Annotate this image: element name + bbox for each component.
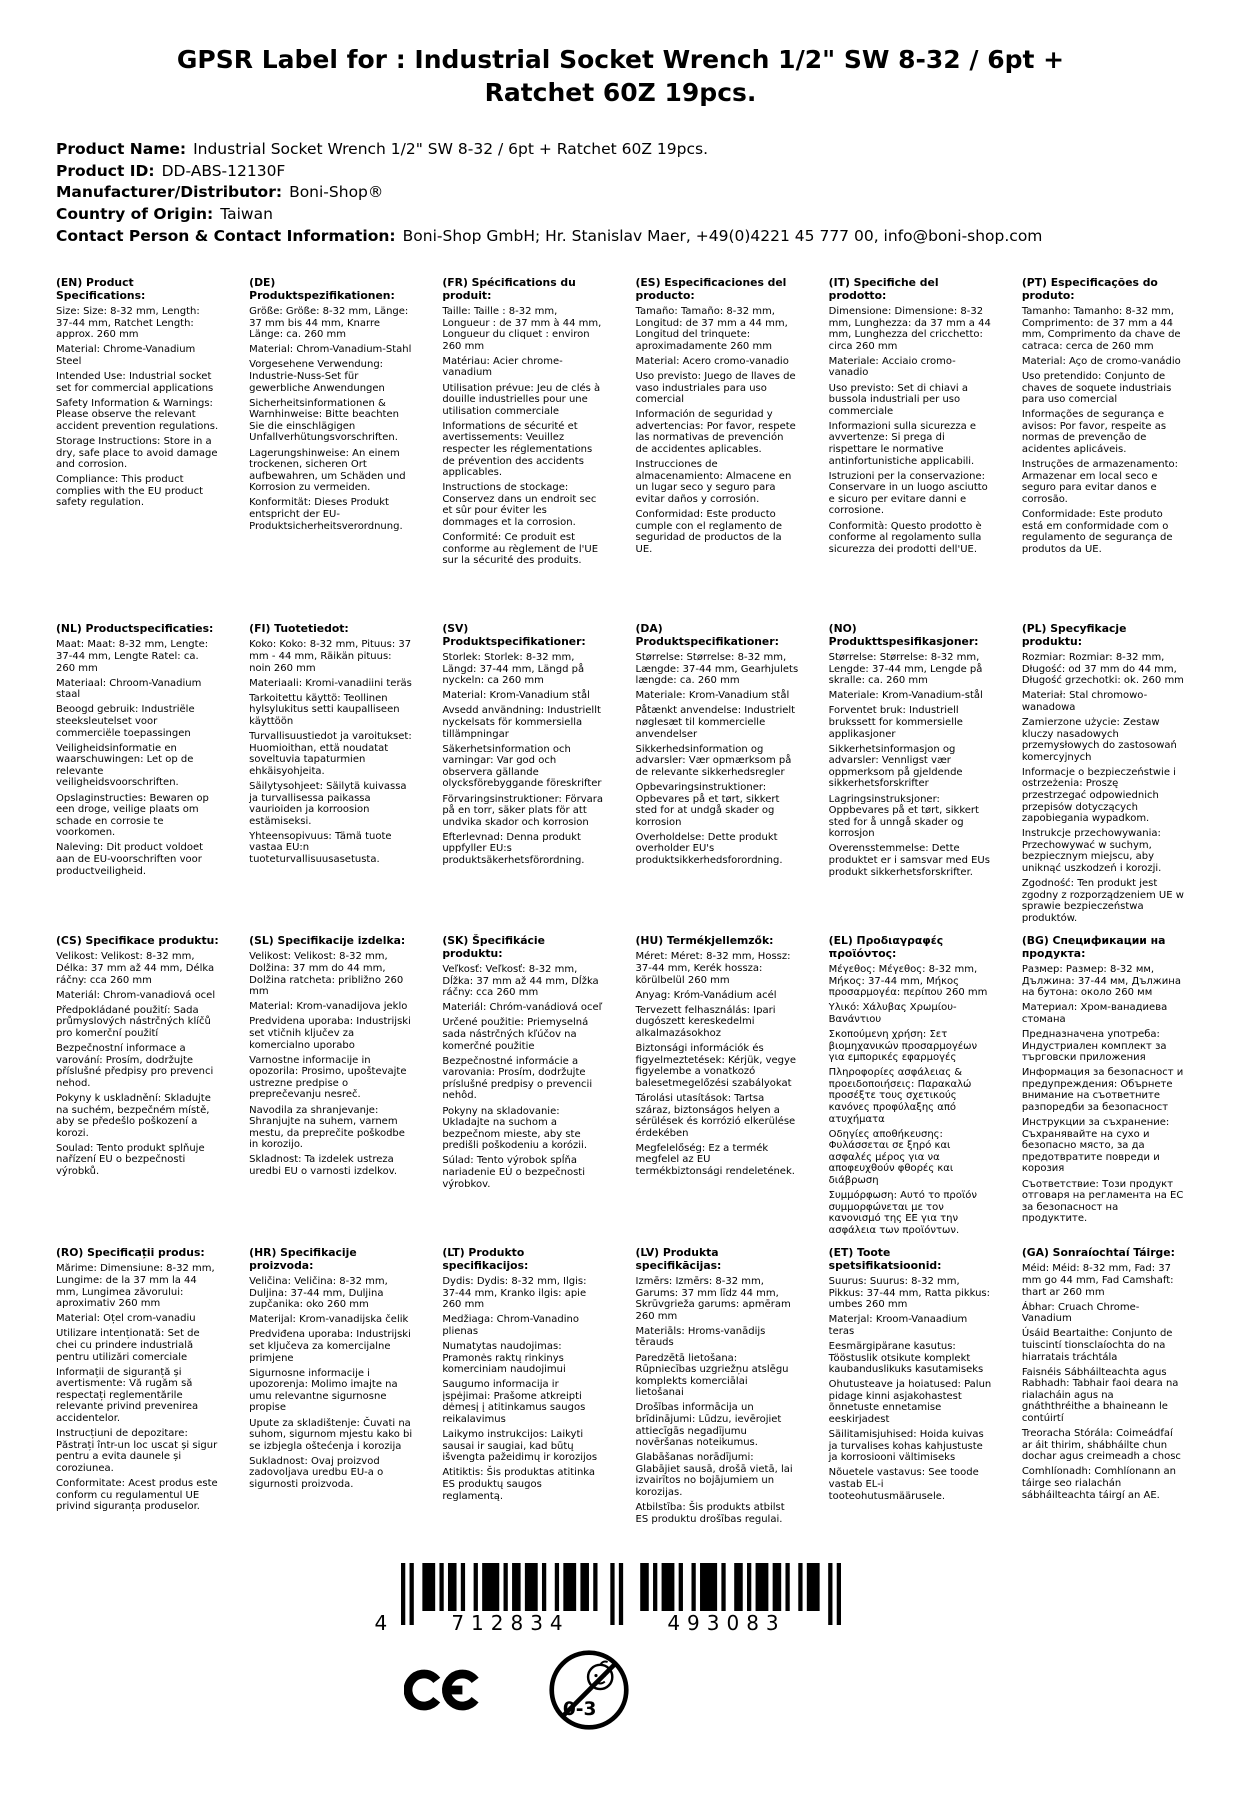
spec-paragraph: Koko: Koko: 8-32 mm, Pituus: 37 mm - 44 mm, Räikän pituus: noin 260 mm (249, 639, 412, 674)
spec-paragraph: Avsedd användning: Industriellt nyckelsats för kommersiella tillämpningar (442, 705, 601, 740)
spec-paragraph: Určené použitie: Priemyselná sada nástrčných kľúčov na komerčné použitie (442, 1017, 589, 1052)
spec-paragraph: Laikymo instrukcijos: Laikyti sausai ir saugiai, kad būtų išvengta pažeidimų ir korozijos (442, 1429, 598, 1464)
country-of-origin-value: Taiwan (220, 205, 273, 224)
ce-mark-icon (404, 1660, 484, 1720)
spec-header: (SK) Špecifikácie produktu: (442, 934, 545, 960)
spec-paragraph: Ábhar: Cruach Chrome-Vanadium (1021, 1301, 1140, 1325)
spec-paragraph: Størrelse: Størrelse: 8-32 mm, Lengde: 37-44 mm, Lengde på skralle: ca. 260 mm (828, 651, 983, 687)
spec-paragraph: Sicherheitsinformationen & Warnhinweise: Bitte beachten Sie die einschlägigen Unfallverhütungsvorschriften. (249, 397, 399, 444)
spec-paragraph: Izmērs: Izmērs: 8-32 mm, Garums: 37 mm līdz 44 mm, Skrūvgrieža garums: apmēram 260 mm (635, 1275, 791, 1322)
barcode-digit-prefix: 4 (374, 1611, 388, 1636)
manufacturer-label: Manufacturer/Distributor: (56, 183, 283, 202)
spec-cell-fr (442, 277, 605, 623)
product-id-label: Product ID: (56, 161, 155, 180)
spec-paragraph: Instrukcje przechowywania: Przechowywać w suchym, bezpiecznym miejscu, aby uniknąć uszkodzeń i korozji. (1021, 828, 1162, 875)
spec-paragraph: Инструкции за съхранение: Съхранявайте на сухо и безопасно място, за да предотвратите повреди и корозия (1021, 1117, 1170, 1175)
spec-cell-lt (442, 1247, 605, 1525)
spec-cell-no (829, 623, 992, 935)
spec-paragraph: Materiál: Chróm-vanádiová oceľ (442, 1002, 603, 1014)
spec-cell-cs (56, 935, 219, 1247)
spec-paragraph: Размер: Размер: 8-32 мм, Дължина: 37-44 мм, Дължина на бутона: около 260 мм (1021, 963, 1181, 999)
spec-paragraph: Istruzioni per la conservazione: Conservare in un luogo asciutto e sicuro per evitare danni e corrosione. (828, 470, 988, 517)
spec-paragraph: Предназначена употреба: Индустриален комплект за търговски приложения (1021, 1028, 1167, 1064)
spec-paragraph: Beoogd gebruik: Industriële steeksleutelset voor commerciële toepassingen (56, 704, 195, 739)
spec-header: (ET) Toote spetsifikatsioonid: (828, 1246, 942, 1272)
spec-paragraph: Glabāšanas norādījumi: Glabājiet sausā, drošā vietā, lai izvairītos no bojājumiem un korozijas. (635, 1452, 793, 1499)
spec-paragraph: Conformità: Questo prodotto è conforme al regolamento sulla sicurezza dei prodotti dell'UE. (828, 520, 982, 555)
product-info-line (56, 161, 1185, 183)
spec-paragraph: Numatytas naudojimas: Pramonės raktų rinkinys komerciniam naudojimui (442, 1340, 566, 1376)
barcode-digits-left: 712834 (451, 1611, 570, 1636)
spec-paragraph: Súlad: Tento výrobok spĺňa nariadenie EÚ o bezpečnosti výrobkov. (442, 1155, 585, 1190)
spec-paragraph: Úsáid Beartaithe: Conjunto de tuiscintí tionsclaíochta do na hiarratais tráchtála (1021, 1328, 1173, 1363)
spec-paragraph: Naleving: Dit product voldoet aan de EU-voorschriften voor productveiligheid. (56, 842, 204, 877)
spec-paragraph: Konformität: Dieses Produkt entspricht der EU-Produktsicherheitsverordnung. (249, 497, 403, 532)
spec-paragraph: Materiale: Krom-Vanadium stål (635, 690, 790, 702)
spec-paragraph: Pokyny k uskladnění: Skladujte na suchém, bezpečném místě, aby se předešlo poškození a korozi. (56, 1092, 211, 1139)
spec-paragraph: Předpokládané použití: Sada průmyslových nástrčných klíčů pro komerční použití (56, 1004, 211, 1040)
spec-paragraph: Sigurnosne informacije i upozorenja: Molimo imajte na umu relevantne sigurnosne propise (249, 1367, 398, 1414)
spec-header: (DA) Produktspecifikationer: (635, 622, 779, 648)
spec-cell-es (636, 277, 799, 623)
spec-paragraph: Tamanho: Tamanho: 8-32 mm, Comprimento: de 37 mm a 44 mm, Comprimento da chave de catraca: cerca de 260 mm (1021, 305, 1181, 352)
spec-paragraph: Matériau: Acier chrome-vanadium (442, 355, 563, 379)
spec-paragraph: Predviđena uporaba: Industrijski set ključeva za komercijalne primjene (249, 1329, 411, 1364)
spec-header: (EL) Προδιαγραφές προϊόντος: (828, 934, 944, 960)
spec-paragraph: Συμμόρφωση: Αυτό το προϊόν συμμορφώνεται με τον κανονισμό της ΕΕ για την ασφάλεια των προϊόντων. (828, 1190, 977, 1236)
spec-cell-sv (442, 623, 605, 935)
spec-header: (PL) Specyfikacje produktu: (1021, 622, 1127, 648)
spec-paragraph: Efterlevnad: Denna produkt uppfyller EU:s produktsäkerhetsförordning. (442, 831, 585, 866)
spec-paragraph: Säilytysohjeet: Säilytä kuivassa ja turvallisessa paikassa vaurioiden ja korroosion estämiseksi. (249, 780, 407, 827)
age-warning-label: 0-3 (562, 1699, 597, 1721)
spec-paragraph: Saugumo informacija ir įspėjimai: Prašome atkreipti dėmesį į atitinkamus saugos reikalavimus (442, 1379, 586, 1425)
spec-paragraph: Rozmiar: Rozmiar: 8-32 mm, Długość: od 37 mm do 44 mm, Długość grzechotki: ok. 260 mm (1021, 651, 1184, 687)
country-of-origin-label: Country of Origin: (56, 205, 214, 224)
spec-paragraph: Navodila za shranjevanje: Shranjujte na suhem, varnem mestu, da preprečite poškodbe in korozijo. (249, 1104, 405, 1151)
spec-paragraph: Utilizare intenționată: Set de chei cu prindere industrială pentru utilizări comerciale (56, 1328, 200, 1363)
spec-paragraph: Drošības informācija un brīdinājumi: Lūdzu, ievērojiet attiecīgās negadījumu novēršanas noteikumus. (635, 1402, 782, 1449)
spec-header: (NL) Productspecificaties: (56, 622, 214, 636)
spec-paragraph: Conformité: Ce produit est conforme au règlement de l'UE sur la sécurité des produits. (442, 532, 599, 567)
barcode-digits (374, 1611, 841, 1636)
product-name-value: Industrial Socket Wrench 1/2" SW 8-32 / 6pt + Ratchet 60Z 19pcs. (193, 140, 709, 158)
spec-paragraph: Instrucțiuni de depozitare: Păstrați într-un loc uscat și sigur pentru a evita daunele și coroziunea. (56, 1428, 218, 1474)
spec-paragraph: Méid: Méid: 8-32 mm, Fad: 37 mm go 44 mm, Fad Camshaft: thart ar 260 mm (1021, 1263, 1174, 1298)
product-info-line (56, 226, 1185, 248)
spec-paragraph: Säkerhetsinformation och varningar: Var god och observera gällande olycksförebyggande föreskrifter (442, 743, 602, 790)
spec-paragraph: Medžiaga: Chrom-Vanadino plienas (442, 1314, 579, 1337)
manufacturer-value: Boni-Shop® (289, 183, 384, 202)
spec-paragraph: Tamaño: Tamaño: 8-32 mm, Longitud: de 37 mm a 44 mm, Longitud del trinquete: aproximadamente 260 mm (635, 305, 788, 352)
spec-paragraph: Atitiktis: Šis produktas atitinka ES produktų saugos reglamentą. (442, 1467, 596, 1502)
spec-paragraph: Sukladnost: Ovaj proizvod zadovoljava uredbu EU-a o sigurnosti proizvoda. (249, 1455, 384, 1490)
spec-cell-it (829, 277, 992, 623)
spec-cell-sk (442, 935, 605, 1247)
spec-paragraph: Tárolási utasítások: Tartsa száraz, biztonságos helyen a sérülések és korrózió elkerülése érdekében (635, 1092, 796, 1139)
spec-paragraph: Intended Use: Industrial socket set for commercial applications (56, 370, 214, 394)
spec-paragraph: Zgodność: Ten produkt jest zgodny z rozporządzeniem UE w sprawie bezpieczeństwa produktów. (1021, 878, 1184, 924)
spec-paragraph: Méret: Méret: 8-32 mm, Hossz: 37-44 mm, Kerék hossza: körülbelül 260 mm (635, 951, 791, 986)
spec-paragraph: Informations de sécurité et avertissements: Veuillez respecter les réglementations de prévention des accidents applicables. (442, 420, 593, 479)
spec-paragraph: Biztonsági információk és figyelmeztetések: Kérjük, vegye figyelembe a vonatkozó balesetmegelőzési szabályokat (635, 1043, 797, 1089)
spec-paragraph: Dimensione: Dimensione: 8-32 mm, Lunghezza: da 37 mm a 44 mm, Lunghezza del cricchetto: circa 260 mm (828, 305, 991, 352)
spec-paragraph: Υλικό: Χάλυβας Χρωμίου-Βανάντιου (828, 1002, 957, 1025)
spec-paragraph: Instructions de stockage: Conservez dans un endroit sec et sûr pour éviter les dommages et la corrosion. (442, 482, 597, 529)
spec-header: (FR) Spécifications du produit: (442, 276, 576, 302)
spec-paragraph: Informações de segurança e avisos: Por favor, respeite as normas de prevenção de acidentes aplicáveis. (1021, 409, 1167, 455)
contact-label: Contact Person & Contact Information: (56, 226, 396, 245)
spec-paragraph: Størrelse: Størrelse: 8-32 mm, Længde: 37-44 mm, Gearhjulets længde: ca. 260 mm (635, 651, 799, 687)
barcode (374, 1563, 841, 1636)
spec-paragraph: Tervezett felhasználás: Ipari dugószett kereskedelmi alkalmazásokhoz (635, 1004, 776, 1040)
spec-paragraph: Informazioni sulla sicurezza e avvertenze: Si prega di rispettare le normative antinfortunistiche applicabili. (828, 420, 977, 467)
spec-paragraph: Material: Aço de cromo-vanádio (1021, 355, 1181, 367)
product-info-line (56, 139, 1185, 161)
spec-paragraph: Materjal: Kroom-Vanaadium teras (828, 1314, 968, 1337)
spec-header: (CS) Specifikace produktu: (56, 934, 219, 948)
spec-paragraph: Overensstemmelse: Dette produktet er i samsvar med EUs produkt sikkerhetsforskrifter. (828, 843, 990, 878)
spec-paragraph: Materiał: Stal chromowo-wanadowa (1021, 690, 1148, 713)
spec-header: (EN) Product Specifications: (56, 276, 146, 302)
spec-paragraph: Materiale: Krom-Vanadium-stål (828, 690, 983, 702)
spec-paragraph: Safety Information & Warnings: Please observe the relevant accident prevention regulations. (56, 397, 219, 432)
product-name-label: Product Name: (56, 140, 187, 158)
spec-header: (DE) Produktspezifikationen: (249, 276, 395, 302)
age-warning-0-3-icon (548, 1649, 630, 1731)
spec-paragraph: Storlek: Storlek: 8-32 mm, Längd: 37-44 mm, Längd på nyckeln: ca 260 mm (442, 651, 585, 687)
product-id-value: DD-ABS-12130F (161, 161, 286, 180)
spec-paragraph: Forventet bruk: Industriell brukssett for kommersielle applikasjoner (828, 705, 963, 740)
spec-cell-el (829, 935, 992, 1247)
spec-header: (FI) Tuotetiedot: (249, 622, 349, 636)
spec-paragraph: Maat: Maat: 8-32 mm, Lengte: 37-44 mm, Lengte Ratel: ca. 260 mm (56, 639, 209, 674)
spec-paragraph: Materiaali: Kromi-vanadiini teräs (249, 677, 412, 689)
product-info-line (56, 204, 1185, 226)
spec-cell-en (56, 277, 219, 623)
spec-header: (LV) Produkta specifikācijas: (635, 1246, 722, 1272)
spec-paragraph: Velikost: Velikost: 8-32 mm, Délka: 37 mm až 44 mm, Délka ráčny: cca 260 mm (56, 951, 215, 986)
spec-paragraph: Πληροφορίες ασφάλειας & προειδοποιήσεις: Παρακαλώ προσέξτε τους σχετικούς κανόνες προφύλαξης από ατυχήματα (828, 1067, 972, 1125)
spec-paragraph: Anyag: Króm-Vanádium acél (635, 989, 777, 1001)
spec-paragraph: Megfelelőség: Ez a termék megfelel az EU termékbiztonsági rendeletének. (635, 1142, 795, 1178)
spec-cell-pt (1022, 277, 1185, 623)
spec-paragraph: Förvaringsinstruktioner: Förvara på en torr, säker plats för att undvika skador och korrosion (442, 793, 603, 828)
spec-paragraph: Conformitate: Acest produs este conform cu regulamentul UE privind siguranța produselor. (56, 1478, 218, 1513)
spec-paragraph: Mărime: Dimensiune: 8-32 mm, Lungime: de la 37 mm la 44 mm, Lungimea zăvorului: aproximativ 260 mm (56, 1263, 215, 1310)
language-specs-grid (56, 277, 1185, 1525)
spec-header: (RO) Specificații produs: (56, 1246, 205, 1260)
spec-paragraph: Compliance: This product complies with the EU product safety regulation. (56, 474, 204, 509)
spec-header: (SV) Produktspecifikationer: (442, 622, 586, 648)
spec-paragraph: Predvidena uporaba: Industrijski set vtičnih ključev za komercialno uporabo (249, 1016, 411, 1051)
spec-paragraph: Atbilstība: Šis produkts atbilst ES produktu drošības regulai. (635, 1502, 785, 1525)
spec-paragraph: Material: Acero cromo-vanadio (635, 355, 789, 367)
spec-cell-de (249, 277, 412, 623)
spec-paragraph: Size: Size: 8-32 mm, Length: 37-44 mm, Ratchet Length: approx. 260 mm (56, 305, 200, 341)
spec-header: (HR) Specifikacije proizvoda: (249, 1246, 357, 1272)
spec-paragraph: Overholdelse: Dette produkt overholder EU's produktsikkerhedsforordning. (635, 831, 783, 866)
spec-paragraph: Lagringsinstruksjoner: Oppbevares på et tørt, sikkert sted for å unngå skader og korrosjon (828, 793, 979, 840)
spec-paragraph: Οδηγίες αποθήκευσης: Φυλάσσεται σε ξηρό και ασφαλές μέρος για να αποφευχθούν φθορές και διάβρωση (828, 1128, 954, 1187)
spec-paragraph: Pokyny na skladovanie: Ukladajte na suchom a bezpečnom mieste, aby ste predišli poškodeniu a korózii. (442, 1105, 588, 1152)
spec-paragraph: Veličina: Veličina: 8-32 mm, Duljina: 37-44 mm, Duljina zupčanika: oko 260 mm (249, 1275, 388, 1311)
spec-paragraph: Materiale: Acciaio cromo-vanadio (828, 355, 956, 379)
spec-paragraph: Uso pretendido: Conjunto de chaves de soquete industriais para uso comercial (1021, 370, 1172, 406)
spec-cell-hu (636, 935, 799, 1247)
spec-paragraph: Informații de siguranță și avertismente: Vă rugăm să respectați reglementările relevante privind prevenirea accidentelor. (56, 1366, 199, 1425)
spec-paragraph: Material: Chrom-Vanadium-Stahl (249, 344, 412, 356)
spec-paragraph: Zamierzone użycie: Zestaw kluczy nasadowych przemysłowych do zastosowań komercyjnych (1021, 716, 1177, 763)
spec-paragraph: Material: Oțel crom-vanadiu (56, 1313, 196, 1325)
page-title: GPSR Label for : Industrial Socket Wrench 1/2" SW 8-32 / 6pt + Ratchet 60Z 19pcs. (176, 45, 1065, 107)
spec-paragraph: Materiāls: Hroms-vanādijs tērauds (635, 1325, 766, 1349)
spec-cell-fi (249, 623, 412, 935)
spec-cell-nl (56, 623, 219, 935)
spec-paragraph: Vorgesehene Verwendung: Industrie-Nuss-Set für gewerbliche Anwendungen (249, 359, 385, 394)
spec-paragraph: Nõuetele vastavus: See toode vastab EL-i tooteohutusmäärusele. (828, 1467, 979, 1502)
spec-paragraph: Материал: Хром-ванадиева стомана (1021, 1002, 1168, 1025)
spec-paragraph: Lagerungshinweise: An einem trockenen, sicheren Ort aufbewahren, um Schäden und Korrosion zu vermeiden. (249, 447, 406, 494)
spec-paragraph: Sikkerhetsinformasjon og advarsler: Vennligst vær oppmerksom på gjeldende sikkerhetsforskrifter (828, 743, 963, 790)
spec-header: (IT) Specifiche del prodotto: (828, 276, 939, 302)
spec-paragraph: Material: Chrome-Vanadium Steel (56, 344, 196, 367)
contact-value: Boni-Shop GmbH; Hr. Stanislav Maer, +49(0)4221 45 777 00, info@boni-shop.com (402, 226, 1043, 245)
spec-paragraph: Tarkoitettu käyttö: Teollinen hylsylukitus setti kaupalliseen käyttöön (249, 692, 400, 728)
product-info-line (56, 182, 1185, 204)
spec-paragraph: Uso previsto: Set di chiavi a bussola industriali per uso commerciale (828, 382, 969, 417)
spec-paragraph: Turvallisuustiedot ja varoitukset: Huomioithan, että noudatat soveltuvia tapaturmien ehkäisyohjeita. (249, 731, 412, 777)
spec-paragraph: Opslaginstructies: Bewaren op een droge, veilige plaats om schade en corrosie te voorkomen. (56, 792, 209, 839)
spec-cell-ro (56, 1247, 219, 1525)
spec-paragraph: Taille: Taille : 8-32 mm, Longueur : de 37 mm à 44 mm, Longueur du cliquet : environ 260 mm (442, 305, 602, 352)
spec-paragraph: Treoracha Stórála: Coimeádfaí ar áit thirim, shábháilte chun dochar agus creimeadh a chosc (1021, 1428, 1181, 1463)
spec-paragraph: Storage Instructions: Store in a dry, safe place to avoid damage and corrosion. (56, 435, 218, 471)
spec-cell-lv (636, 1247, 799, 1525)
spec-paragraph: Größe: Größe: 8-32 mm, Länge: 37 mm bis 44 mm, Knarre Länge: ca. 260 mm (249, 305, 409, 341)
spec-paragraph: Yhteensopivuus: Tämä tuote vastaa EU:n tuoteturvallisuusasetusta. (249, 830, 392, 866)
spec-paragraph: Comhlíonadh: Comhlíonann an táirge seo rialachán sábháilteachta táirgí an AE. (1021, 1466, 1177, 1501)
spec-cell-pl (1022, 623, 1185, 935)
spec-paragraph: Paredzētā lietošana: Rūpniecības uzgriežņu atslēgu komplekts komerciālai lietošanai (635, 1352, 789, 1399)
spec-cell-hr (249, 1247, 412, 1525)
spec-paragraph: Materiaal: Chroom-Vanadium staal (56, 677, 202, 701)
spec-cell-et (829, 1247, 992, 1525)
spec-paragraph: Veiligheidsinformatie en waarschuwingen: Let op de relevante veiligheidsvoorschriften. (56, 742, 194, 789)
spec-paragraph: Skladnost: Ta izdelek ustreza uredbi EU o varnosti izdelkov. (249, 1154, 398, 1178)
spec-header: (GA) Sonraíochtaí Táirge: (1021, 1246, 1175, 1260)
spec-paragraph: Sikkerhedsinformation og advarsler: Vær opmærksom på de relevante sikkerhedsregler (635, 743, 792, 778)
spec-paragraph: Utilisation prévue: Jeu de clés à douille industrielles pour une utilisation commerciale (442, 382, 601, 417)
spec-paragraph: Μέγεθος: Μέγεθος: 8-32 mm, Μήκος: 37-44 mm, Μήκος προσαρμογέα: περίπου 260 mm (828, 963, 988, 999)
footer-marks (404, 1649, 1185, 1731)
spec-paragraph: Bezpečnostné informácie a varovania: Prosím, dodržujte príslušné predpisy o prevencii nehôd. (442, 1055, 593, 1102)
gpsr-label-page (0, 44, 1241, 1731)
spec-paragraph: Σκοπούμενη χρήση: Σετ βιομηχανικών προσαρμογέων για εμπορικές εφαρμογές (828, 1028, 978, 1064)
spec-paragraph: Conformidad: Este producto cumple con el reglamento de seguridad de productos de la UE. (635, 508, 783, 555)
spec-paragraph: Съответствие: Този продукт отговаря на регламента на ЕС за безопасност на продуктите. (1021, 1178, 1184, 1225)
spec-paragraph: Opbevaringsinstruktioner: Opbevares på et tørt, sikkert sted for at undgå skader og korrosion (635, 781, 780, 828)
spec-paragraph: Информация за безопасност и предупреждения: Обърнете внимание на съответните разпоредби за безопасност (1021, 1067, 1184, 1113)
spec-cell-sl (249, 935, 412, 1247)
spec-cell-bg (1022, 935, 1185, 1247)
spec-paragraph: Información de seguridad y advertencias: Por favor, respete las normativas de prevención de accidentes aplicables. (635, 409, 796, 455)
spec-header: (SL) Specifikacije izdelka: (249, 934, 406, 948)
spec-paragraph: Informacje o bezpieczeństwie i ostrzeżenia: Proszę przestrzegać odpowiednich przepisów dotyczących zapobiegania wypadkom. (1021, 766, 1176, 825)
spec-paragraph: Säilitamisjuhised: Hoida kuivas ja turvalises kohas kahjustuste ja korrosiooni vältimiseks (828, 1429, 984, 1464)
spec-paragraph: Bezpečnostní informace a varování: Prosím, dodržujte příslušné předpisy pro prevenci nehod. (56, 1043, 214, 1089)
barcode-digits-right: 493083 (667, 1611, 786, 1636)
spec-paragraph: Material: Krom-Vanadium stål (442, 690, 590, 702)
spec-header: (NO) Produkttspesifikasjoner: (828, 622, 979, 648)
spec-paragraph: Eesmärgipärane kasutus: Tööstuslik otsikute komplekt kaubanduslikuks kasutamiseks (828, 1340, 984, 1376)
spec-paragraph: Faisnéis Sábháilteachta agus Rabhadh: Tabhair faoi deara na rialacháin agus na gnáththréithe a bhaineann le contúirtí (1021, 1366, 1179, 1425)
spec-paragraph: Soulad: Tento produkt splňuje nařízení EU o bezpečnosti výrobků. (56, 1142, 205, 1178)
spec-header: (ES) Especificaciones del producto: (635, 276, 787, 302)
spec-paragraph: Upute za skladištenje: Čuvati na suhom, sigurnom mjestu kako bi se izbjegla oštećenja i korozija (249, 1417, 413, 1452)
spec-paragraph: Materiál: Chrom-vanadiová ocel (56, 989, 216, 1001)
spec-paragraph: Påtænkt anvendelse: Industrielt nøglesæt til kommercielle anvendelser (635, 705, 796, 740)
spec-paragraph: Velikost: Velikost: 8-32 mm, Dolžina: 37 mm do 44 mm, Dolžina ratcheta: približno 260 mm (249, 951, 404, 998)
spec-cell-ga (1022, 1247, 1185, 1525)
spec-header: (HU) Termékjellemzők: (635, 934, 774, 948)
spec-header: (PT) Especificações do produto: (1021, 276, 1158, 302)
spec-paragraph: Materijal: Krom-vanadijska čelik (249, 1314, 409, 1326)
spec-paragraph: Veľkosť: Veľkosť: 8-32 mm, Dĺžka: 37 mm až 44 mm, Dĺžka ráčny: cca 260 mm (442, 963, 599, 999)
spec-paragraph: Instruções de armazenamento: Armazenar em local seco e seguro para evitar danos e corrosão. (1021, 459, 1178, 505)
spec-paragraph: Varnostne informacije in opozorila: Prosimo, upoštevajte ustrezne predpise o preprečevanju nesreč. (249, 1054, 407, 1101)
spec-paragraph: Uso previsto: Juego de llaves de vaso industriales para uso comercial (635, 370, 796, 406)
spec-paragraph: Instrucciones de almacenamiento: Almacene en un lugar seco y seguro para evitar daños y corrosión. (635, 459, 792, 505)
spec-header: (BG) Спецификации на продукта: (1021, 934, 1166, 960)
spec-paragraph: Dydis: Dydis: 8-32 mm, Ilgis: 37-44 mm, Kranko ilgis: apie 260 mm (442, 1275, 587, 1311)
spec-paragraph: Material: Krom-vanadijova jeklo (249, 1001, 408, 1013)
spec-paragraph: Suurus: Suurus: 8-32 mm, Pikkus: 37-44 mm, Ratta pikkus: umbes 260 mm (828, 1275, 991, 1311)
spec-cell-da (636, 623, 799, 935)
spec-header: (LT) Produkto specifikacijos: (442, 1246, 529, 1272)
spec-paragraph: Ohutusteave ja hoiatused: Palun pidage kinni asjakohastest õnnetuste ennetamise eeskirjadest (828, 1379, 992, 1425)
spec-paragraph: Conformidade: Este produto está em conformidade com o regulamento de segurança de produtos da UE. (1021, 508, 1173, 555)
product-info (56, 139, 1185, 247)
